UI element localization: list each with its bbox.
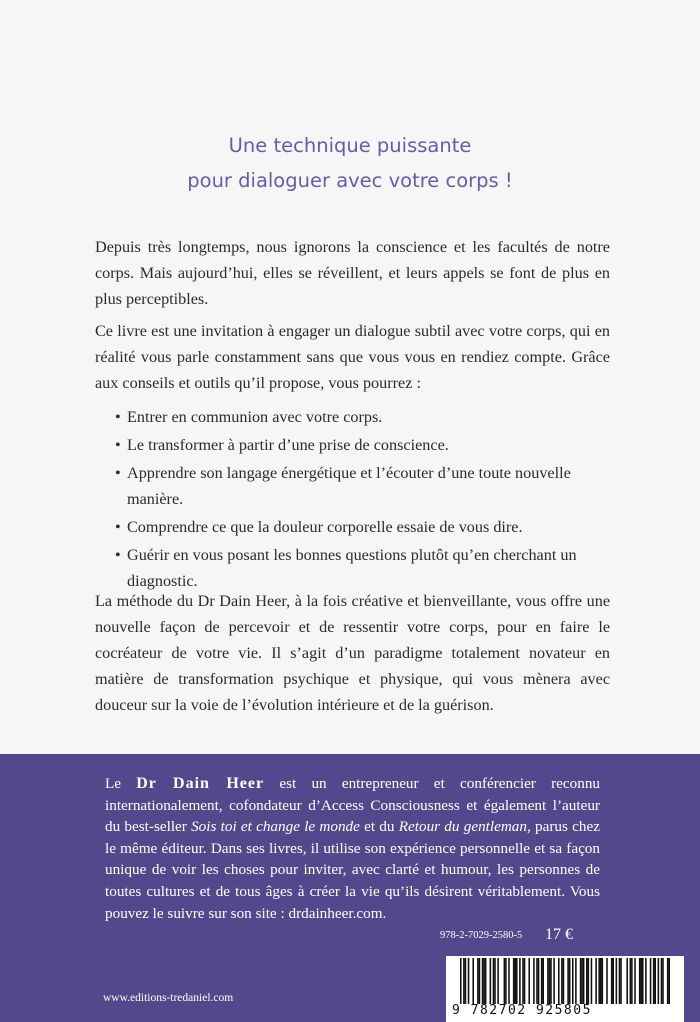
barcode-bar <box>631 958 633 1004</box>
barcode-bar <box>567 958 569 1004</box>
barcode-bar <box>654 958 656 1004</box>
barcode-bar <box>497 958 499 1004</box>
barcode-bar <box>538 958 540 1004</box>
barcode-bar <box>575 958 577 1004</box>
isbn: 978-2-7029-2580-5 <box>440 930 523 941</box>
barcode-bar <box>561 958 563 1004</box>
bio-part-3: parus chez le même éditeur. Dans ses livres, il utilise son expérience personnelle et sa façon unique de voir les choses pour inviter, avec clarté et humour, les personnes de toutes cultures et de tous âges à créer la vie qu’ils désirent véritablement. Vous pouvez le suivre sur son site : drdainheer.com. <box>105 818 600 922</box>
list-item-text: Le transformer à partir d’une prise de conscience. <box>127 436 449 454</box>
paragraph-2-intro: Ce livre est une invitation à engager un dialogue subtil avec votre corps, qui en réalité vous parle constamment sans que vous vous en rendiez compte. Grâce aux conseils et outils qu’il propose, vous pourrez : <box>95 322 610 392</box>
barcode-bar <box>516 958 518 1004</box>
barcode-bar <box>479 958 481 1004</box>
barcode-bar <box>490 958 492 1004</box>
tagline-line-2: pour dialoguer avec votre corps ! <box>187 169 513 192</box>
list-item <box>95 432 610 458</box>
barcode-bar <box>563 958 565 1004</box>
barcode-bar <box>465 958 467 1004</box>
price: 17 € <box>545 926 573 943</box>
barcode-bar <box>595 958 597 1004</box>
barcode-bar <box>650 958 652 1004</box>
barcode-bar <box>602 958 604 1004</box>
barcode-bar <box>598 958 600 1004</box>
barcode-bar <box>477 958 479 1004</box>
barcode-bar <box>483 958 485 1004</box>
list-item-text: Comprendre ce que la douleur corporelle essaie de vous dire. <box>127 518 523 536</box>
paragraph-1: Depuis très longtemps, nous ignorons la conscience et les facultés de notre corps. Mais aujourd’hui, elles se réveillent, et leurs appels se font de plus en plus perceptibles. <box>95 238 610 308</box>
barcode-bar <box>494 958 496 1004</box>
barcode-bars <box>446 956 684 1004</box>
barcode-bar <box>653 958 655 1004</box>
book-title-1: Sois toi et change le monde <box>191 818 360 836</box>
barcode-bar <box>667 958 669 1004</box>
intro-paragraph <box>95 234 610 312</box>
bullet-icon: • <box>115 518 121 536</box>
barcode-bar <box>504 958 506 1004</box>
bullet-icon: • <box>115 436 121 454</box>
barcode-bar <box>549 958 551 1004</box>
tagline-line-1: Une technique puissante <box>228 134 472 157</box>
barcode-bar <box>482 958 484 1004</box>
barcode-bar <box>541 958 543 1004</box>
barcode-bar <box>536 958 538 1004</box>
barcode-bar <box>468 958 470 1004</box>
barcode-bar <box>619 958 621 1004</box>
barcode-bar <box>519 958 521 1004</box>
barcode-bar <box>586 958 588 1004</box>
barcode-bar <box>606 958 608 1004</box>
barcode-bar <box>508 958 510 1004</box>
barcode-bar <box>616 958 618 1004</box>
benefits-list <box>95 404 610 594</box>
list-item <box>95 404 610 430</box>
barcode-bar <box>547 958 549 1004</box>
barcode-bar <box>572 958 574 1004</box>
barcode-bar <box>542 958 544 1004</box>
barcode-bar <box>591 958 593 1004</box>
publisher-website: www.editions-tredaniel.com <box>103 992 234 1004</box>
paragraph-3: La méthode du Dr Dain Heer, à la fois créative et bienveillante, vous offre une nouvelle façon de percevoir et de ressentir votre corps, pour en faire le cocréateur de votre vie. Il s’agit d’un paradigme totalement novateur en matière de transformation psychique et physique, qui vous mènera avec douceur sur la voie de l’évolution intérieure et de la guérison. <box>95 592 610 714</box>
barcode-bar <box>600 958 602 1004</box>
book-title-2: Retour du gentleman, <box>398 818 531 836</box>
barcode-bar <box>626 958 628 1004</box>
barcode-bar <box>634 958 636 1004</box>
list-item-text: Entrer en communion avec votre corps. <box>127 408 383 426</box>
barcode-bar <box>640 958 642 1004</box>
benefits-section <box>95 318 610 596</box>
barcode-bar <box>553 958 555 1004</box>
barcode-bar <box>558 958 560 1004</box>
barcode-bar <box>460 958 462 1004</box>
barcode-bar <box>611 958 613 1004</box>
barcode-bar <box>661 958 663 1004</box>
barcode-bar <box>472 958 474 1004</box>
bio-part-1: est un entrepreneur et conférencier reconnu internationalement, cofondateur d’Access Consciousness et également l’auteur du best-seller <box>105 775 601 836</box>
barcode-bar <box>620 958 622 1004</box>
barcode-bar <box>533 958 535 1004</box>
barcode-digits: 9 782702 925805 <box>452 1003 592 1018</box>
barcode-bar <box>658 958 660 1004</box>
barcode-bar <box>583 958 585 1004</box>
barcode-bar <box>580 958 582 1004</box>
list-item-text: Guérir en vous posant les bonnes questions plutôt qu’en cherchant un diagnostic. <box>127 546 577 590</box>
barcode-bar <box>645 958 647 1004</box>
list-item <box>95 542 610 594</box>
barcode-bar <box>642 958 644 1004</box>
barcode-bar <box>528 958 530 1004</box>
barcode-bar <box>522 958 524 1004</box>
barcode-bar <box>639 958 641 1004</box>
bio-part-2: et du <box>359 818 399 836</box>
barcode-bar <box>588 958 590 1004</box>
barcode-bar <box>569 958 571 1004</box>
barcode-bar <box>550 958 552 1004</box>
tagline <box>0 128 700 198</box>
bullet-icon: • <box>115 464 121 482</box>
barcode-bar <box>668 958 670 1004</box>
barcode-bar <box>514 958 516 1004</box>
list-item <box>95 514 610 540</box>
barcode-bar <box>662 958 664 1004</box>
barcode-bar <box>513 958 515 1004</box>
barcode-bar <box>581 958 583 1004</box>
bio-prefix: Le <box>105 775 137 792</box>
bullet-icon: • <box>115 546 121 564</box>
author-bio <box>105 773 600 924</box>
barcode-bar <box>612 958 614 1004</box>
list-item-text: Apprendre son langage énergétique et l’écouter d’une toute nouvelle manière. <box>127 464 571 508</box>
barcode-bar <box>493 958 495 1004</box>
barcode-bar <box>463 958 465 1004</box>
method-paragraph <box>95 588 610 718</box>
barcode-bar <box>630 958 632 1004</box>
barcode-bar <box>485 958 487 1004</box>
author-name: Dr Dain Heer <box>136 775 265 792</box>
barcode-bar <box>505 958 507 1004</box>
barcode-bar <box>524 958 526 1004</box>
list-item <box>95 460 610 512</box>
bullet-icon: • <box>115 408 121 426</box>
